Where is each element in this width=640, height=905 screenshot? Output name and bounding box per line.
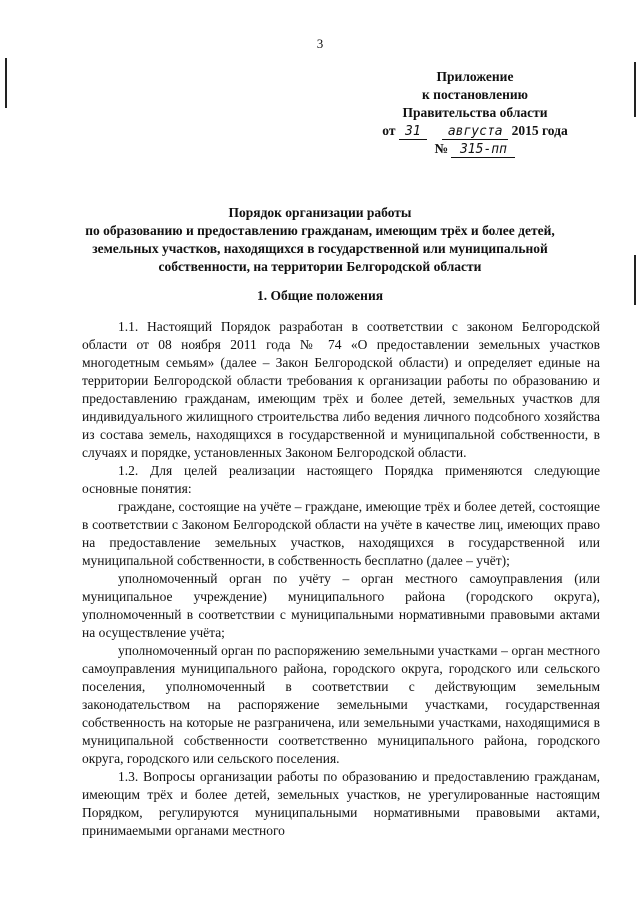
paragraph: 1.3. Вопросы организации работы по образованию и предоставлению гражданам, имеющим трёх и более детей, земельных участков, не урегулированные настоящим Порядком, регулируются муниципальными нормативными правовыми актами, принимаемыми органами местного (82, 769, 600, 838)
paragraph: граждане, состоящие на учёте – граждане, имеющие трёх и более детей, состоящие в соответствии с Законом Белгородской области на учёте в качестве лиц, имеющих право на предоставление земельных участков, находящихся в государственной или муниципальной собственности, в собственность бесплатно (далее – учёт); (82, 499, 600, 568)
document-title (70, 204, 570, 276)
paragraph: уполномоченный орган по распоряжению земельными участками – орган местного самоуправления муниципального района, городского округа, городского или сельского поселения, уполномоченный в соответствии с действующим земельным законодательством на распоряжение земельными участками, государственная собственность на которые не разграничена, или земельными участками, находящимися в муниципальной собственности соответственно муниципального района, городского округа, городского или сельского поселения. (82, 643, 600, 766)
title-line: по образованию и предоставлению гражданам, имеющим трёх и более детей, (85, 223, 555, 238)
title-line: Порядок организации работы (228, 205, 412, 220)
title-line: земельных участков, находящихся в государственной или муниципальной (92, 241, 548, 256)
scan-edge-mark (634, 62, 636, 117)
date-month: августа (442, 125, 508, 140)
scan-edge-mark (5, 58, 7, 108)
number-prefix: № (434, 141, 449, 156)
body-text (82, 318, 600, 840)
appendix-line: к постановлению (422, 87, 528, 102)
appendix-block (355, 68, 595, 158)
date-prefix: от (382, 123, 396, 138)
date-year: 2015 года (511, 123, 568, 138)
page-number: 3 (316, 36, 324, 51)
document-number: 315-пп (451, 143, 515, 158)
paragraph: уполномоченный орган по учёту – орган местного самоуправления (или муниципальное учреждение) муниципального района (городского округа), уполномоченный в соответствии с муниципальными нормативными правовыми актами на осуществление учёта; (82, 571, 600, 640)
date-day: 31 (399, 125, 427, 140)
appendix-number (355, 140, 595, 158)
appendix-line: Приложение (436, 69, 514, 84)
appendix-line: Правительства области (402, 105, 548, 120)
title-line: собственности, на территории Белгородской области (158, 259, 482, 274)
paragraph: 1.1. Настоящий Порядок разработан в соответствии с законом Белгородской области от 08 ноября 2011 года № 74 «О предоставлении земельных участков многодетным семьям» (далее – Закон Белгородской области) и определяет единые на территории Белгородской области требования к организации работы по образованию и предоставлению гражданам, имеющим трёх и более детей, земельных участков для индивидуального жилищного строительства либо ведения личного подсобного хозяйства из состава земель, находящихся в государственной и муниципальной собственности, в случаях и порядке, установленных Законом Белгородской области. (82, 319, 600, 460)
appendix-date (355, 122, 595, 140)
section-title: 1. Общие положения (256, 288, 384, 303)
paragraph: 1.2. Для целей реализации настоящего Порядка применяются следующие основные понятия: (82, 463, 600, 496)
